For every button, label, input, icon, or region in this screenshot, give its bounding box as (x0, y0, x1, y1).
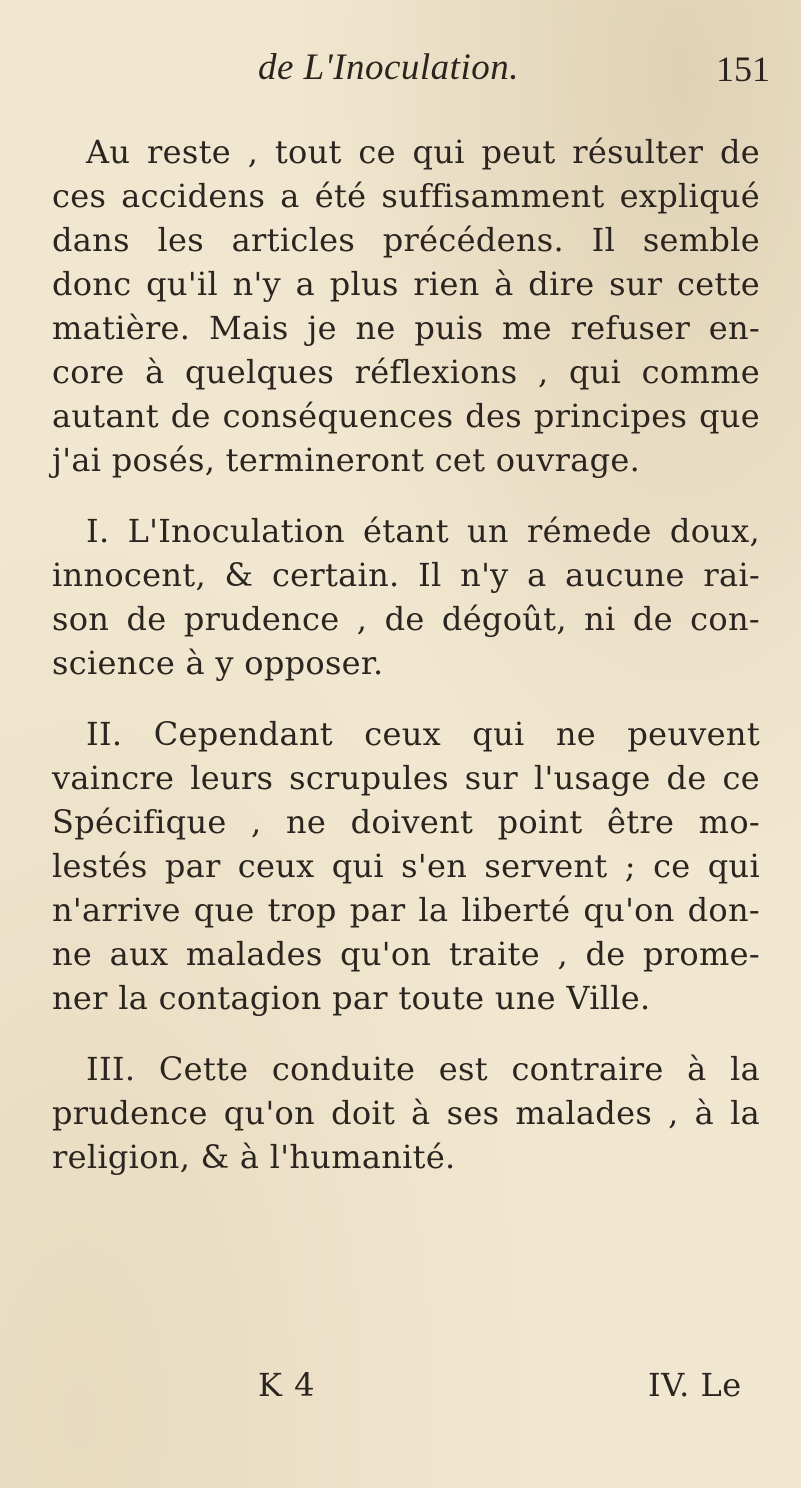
text-line: I. L'Inoculation étant un rémede doux, (86, 512, 760, 550)
running-title: de L'Inoculation. (258, 47, 519, 88)
paragraph-point-1 (52, 509, 760, 685)
page-footer (0, 1366, 801, 1416)
text-line: Au reste , tout ce qui peut résulter de (86, 133, 760, 171)
text-line: III. Cette conduite est contraire à la (86, 1050, 760, 1088)
text-line: innocent, & certain. Il n'y a aucune rai- (52, 556, 760, 594)
paragraph-intro (52, 130, 760, 482)
text-line: donc qu'il n'y a plus rien à dire sur cette (52, 265, 760, 303)
text-line: core à quelques réflexions , qui comme (52, 353, 760, 391)
text-line: n'arrive que trop par la liberté qu'on don- (52, 891, 760, 929)
text-line: prudence qu'on doit à ses malades , à la (52, 1094, 760, 1132)
catchword: IV. Le (648, 1366, 742, 1404)
paragraph-point-2 (52, 712, 760, 1020)
text-line: vaincre leurs scrupules sur l'usage de ce (52, 759, 760, 797)
text-line: II. Cependant ceux qui ne peuvent (86, 715, 760, 753)
text-line: son de prudence , de dégoût, ni de con- (52, 600, 760, 638)
text-line: j'ai posés, termineront cet ouvrage. (52, 441, 641, 479)
text-line: autant de conséquences des principes que (52, 397, 760, 435)
body-text (52, 130, 760, 1206)
signature-mark: K 4 (258, 1366, 316, 1404)
text-line: dans les articles précédens. Il semble (52, 221, 760, 259)
text-line: science à y opposer. (52, 644, 384, 682)
text-line: matière. Mais je ne puis me refuser en- (52, 309, 760, 347)
page-number: 151 (716, 49, 770, 89)
text-line: ne aux malades qu'on traite , de prome- (52, 935, 760, 973)
text-line: religion, & à l'humanité. (52, 1138, 456, 1176)
text-line: ces accidens a été suffisamment expliqué (52, 177, 760, 215)
text-line: Spécifique , ne doivent point être mo- (52, 803, 760, 841)
text-line: ner la contagion par toute une Ville. (52, 979, 651, 1017)
paragraph-point-3 (52, 1047, 760, 1179)
running-head (0, 46, 801, 106)
text-line: lestés par ceux qui s'en servent ; ce qui (52, 847, 760, 885)
